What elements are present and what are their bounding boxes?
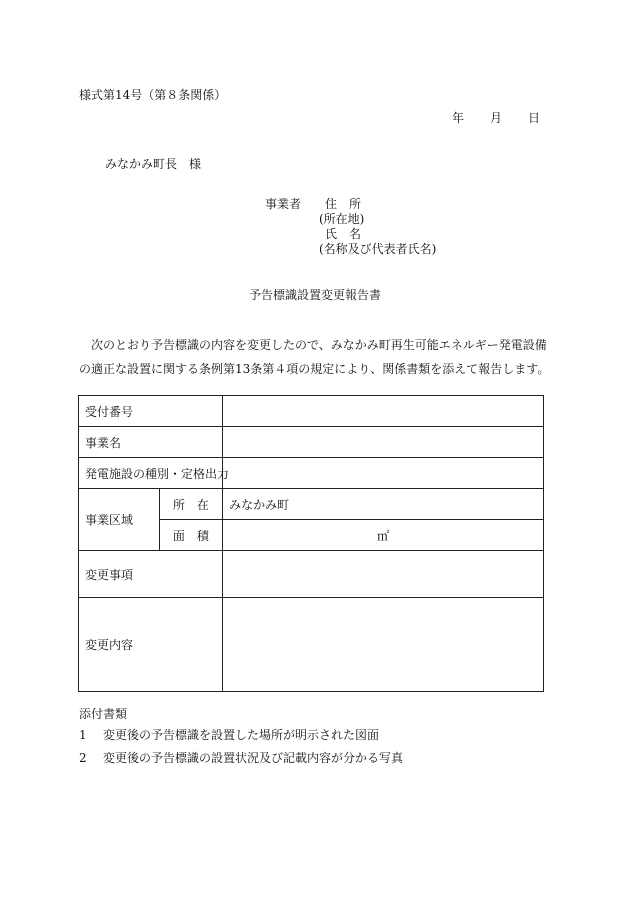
change-item-label: 変更事項 xyxy=(79,551,223,598)
sender-representative-label: (名称及び代表者氏名) xyxy=(319,242,437,256)
date-line xyxy=(452,112,540,124)
document-title: 予告標識設置変更報告書 xyxy=(248,288,381,302)
project-name-field[interactable] xyxy=(223,427,544,458)
table-row xyxy=(79,489,544,520)
project-name-label: 事業名 xyxy=(79,427,223,458)
date-day-label: 日 xyxy=(528,111,541,125)
receipt-number-label: 受付番号 xyxy=(79,396,223,427)
change-item-field[interactable] xyxy=(223,551,544,598)
change-content-field[interactable] xyxy=(223,598,544,692)
location-label: 所 在 xyxy=(159,489,222,520)
sender-role: 事業者 xyxy=(265,197,302,211)
attachment-text: 変更後の予告標識の設置状況及び記載内容が分かる写真 xyxy=(103,751,404,765)
form-number: 様式第14号（第８条関係） xyxy=(79,88,227,102)
area-label: 面 積 xyxy=(159,520,222,551)
facility-type-field[interactable] xyxy=(223,458,544,489)
change-content-label: 変更内容 xyxy=(79,598,223,692)
table-row xyxy=(79,551,544,598)
attachment-item xyxy=(79,729,379,741)
table-row xyxy=(79,458,544,489)
receipt-number-field[interactable] xyxy=(223,396,544,427)
project-area-label: 事業区域 xyxy=(79,489,160,551)
sender-location-label: (所在地) xyxy=(319,212,365,226)
location-field[interactable]: みなかみ町 xyxy=(223,489,544,520)
attachment-text: 変更後の予告標識を設置した場所が明示された図面 xyxy=(103,728,380,742)
sender-name-label: 氏 名 xyxy=(325,227,362,241)
table-row xyxy=(79,396,544,427)
attachments-label: 添付書類 xyxy=(79,707,128,721)
attachment-item xyxy=(79,752,403,764)
area-unit: ㎡ xyxy=(377,528,390,543)
sender-address-label: 住 所 xyxy=(325,197,362,211)
report-form-table xyxy=(78,395,544,692)
facility-type-label: 発電施設の種別・定格出力 xyxy=(79,458,223,489)
body-paragraph: 次のとおり予告標識の内容を変更したので、みなかみ町再生可能エネルギー発電設備の適正な設置に関する条例第13条第４項の規定により、関係書類を添えて報告します。 xyxy=(79,338,550,376)
attachment-number: 2 xyxy=(79,751,87,765)
date-year-label: 年 xyxy=(452,111,465,125)
date-month-label: 月 xyxy=(490,111,503,125)
area-field[interactable] xyxy=(223,520,544,551)
table-row xyxy=(79,598,544,692)
attachment-number: 1 xyxy=(79,728,87,742)
addressee: みなかみ町長 様 xyxy=(105,157,202,171)
table-row xyxy=(79,427,544,458)
